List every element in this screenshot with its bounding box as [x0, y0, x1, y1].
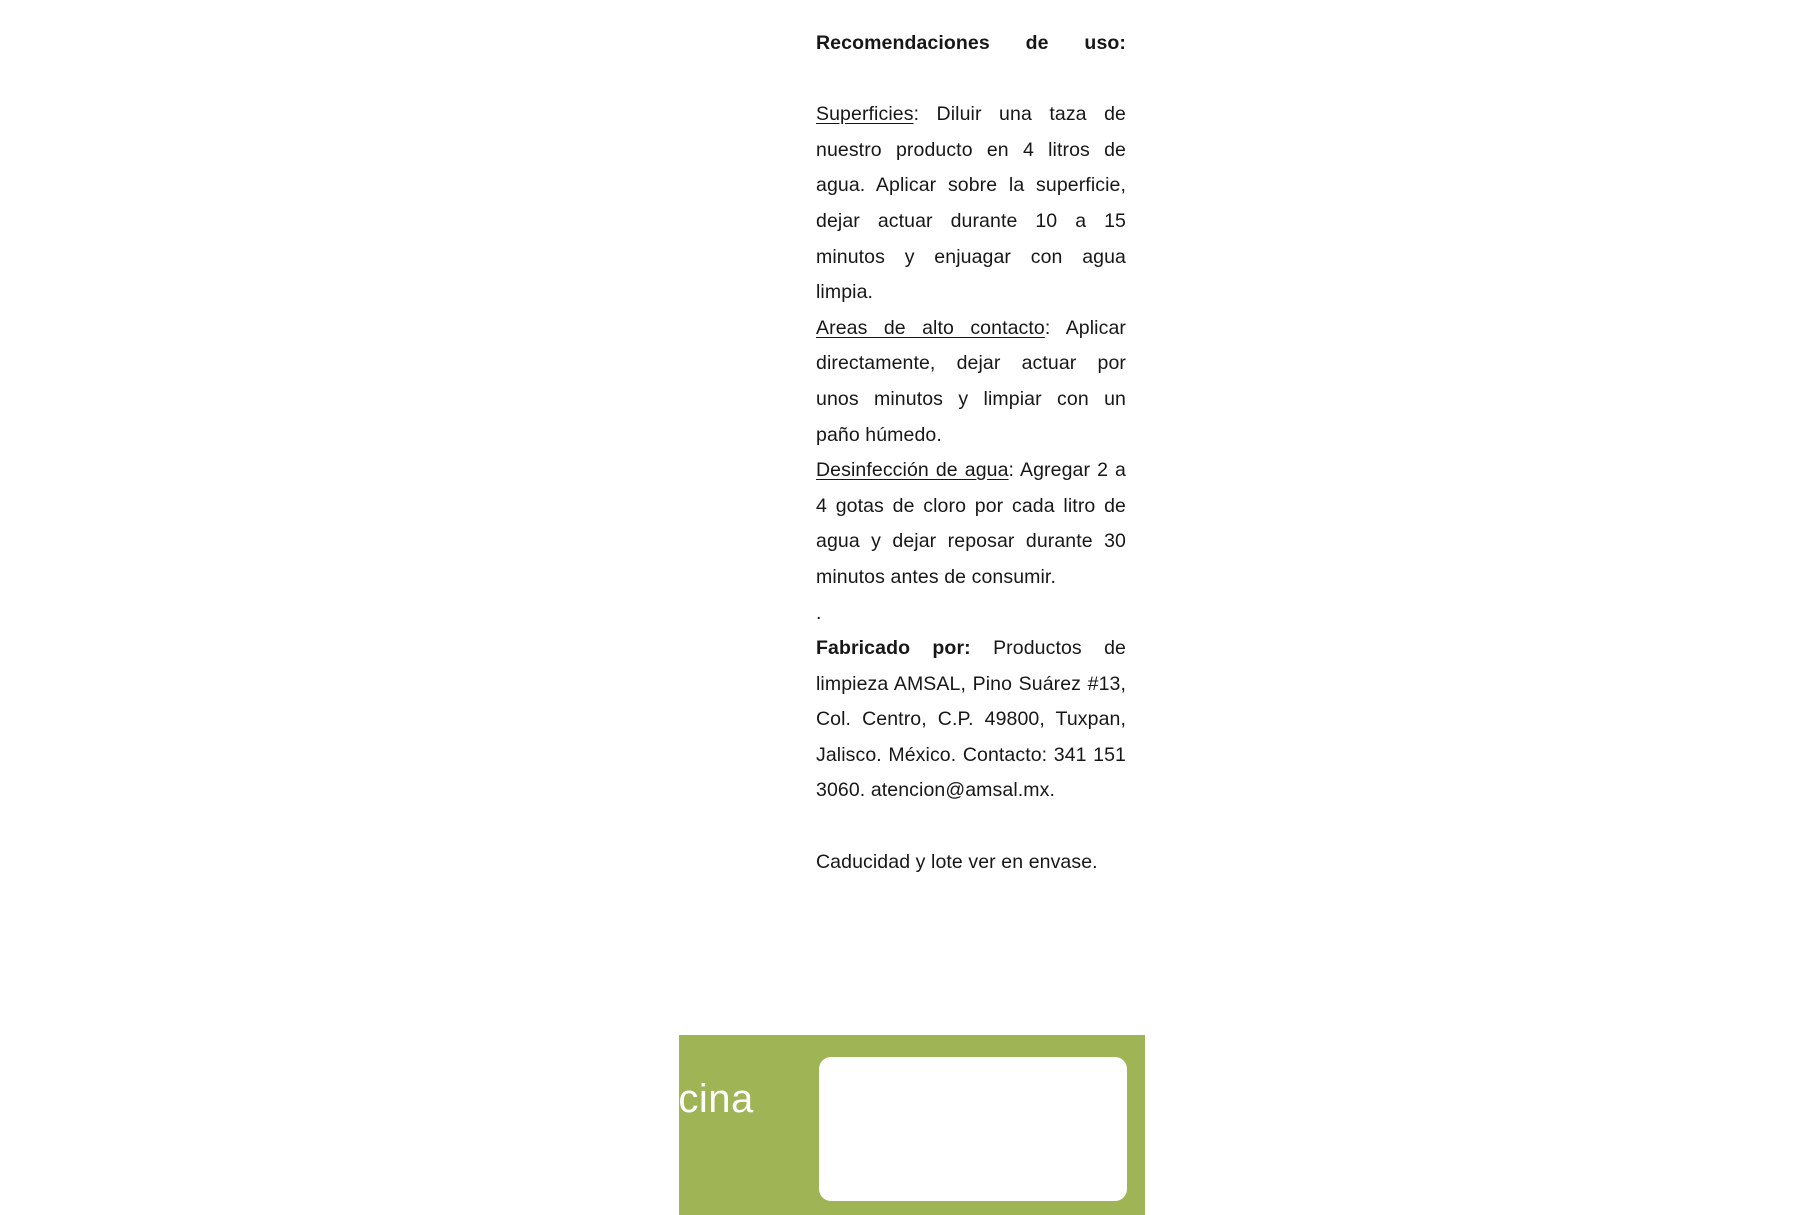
footer-word-fragment: icina: [669, 1077, 754, 1121]
manufacturer-block: [816, 631, 1126, 809]
manufacturer-heading: Fabricado por:: [816, 637, 971, 660]
usage-item-high-contact: [816, 311, 1126, 453]
text-spacer: [816, 809, 1126, 845]
usage-text-high-contact: : Aplicar directamente, dejar actuar por unos minutos y limpiar con un paño húmedo.: [816, 316, 1126, 446]
usage-term-surfaces: Superficies: [816, 103, 914, 126]
usage-text-water-disinfection: : Agregar 2 a 4 gotas de cloro por cada litro de agua y dejar reposar durante 30 minutos antes de consumir.: [816, 459, 1126, 588]
usage-separator-dot: .: [816, 601, 822, 624]
footer-green-band: [669, 1035, 1145, 1215]
usage-item-water-disinfection: [816, 453, 1126, 595]
usage-text-surfaces: : Diluir una taza de nuestro producto en 4 litros de agua. Aplicar sobre la superficie, dejar actuar durante 10 a 15 minutos y enjuagar con agua limpia.: [816, 103, 1126, 304]
footer-white-box: [819, 1057, 1127, 1201]
usage-term-water-disinfection: Desinfección de agua: [816, 459, 1009, 482]
usage-heading: Recomendaciones de uso:: [816, 32, 1126, 54]
usage-term-high-contact: Areas de alto contacto: [816, 316, 1045, 339]
usage-item-surfaces: [816, 97, 1126, 311]
expiry-note: Caducidad y lote ver en envase.: [816, 850, 1098, 873]
manufacturer-text: Productos de limpieza AMSAL, Pino Suárez #13, Col. Centro, C.P. 49800, Tuxpan, Jalisco. México. Contacto: 341 151 3060. atencion@amsal.mx.: [816, 637, 1126, 802]
product-label-text: [816, 26, 1126, 880]
